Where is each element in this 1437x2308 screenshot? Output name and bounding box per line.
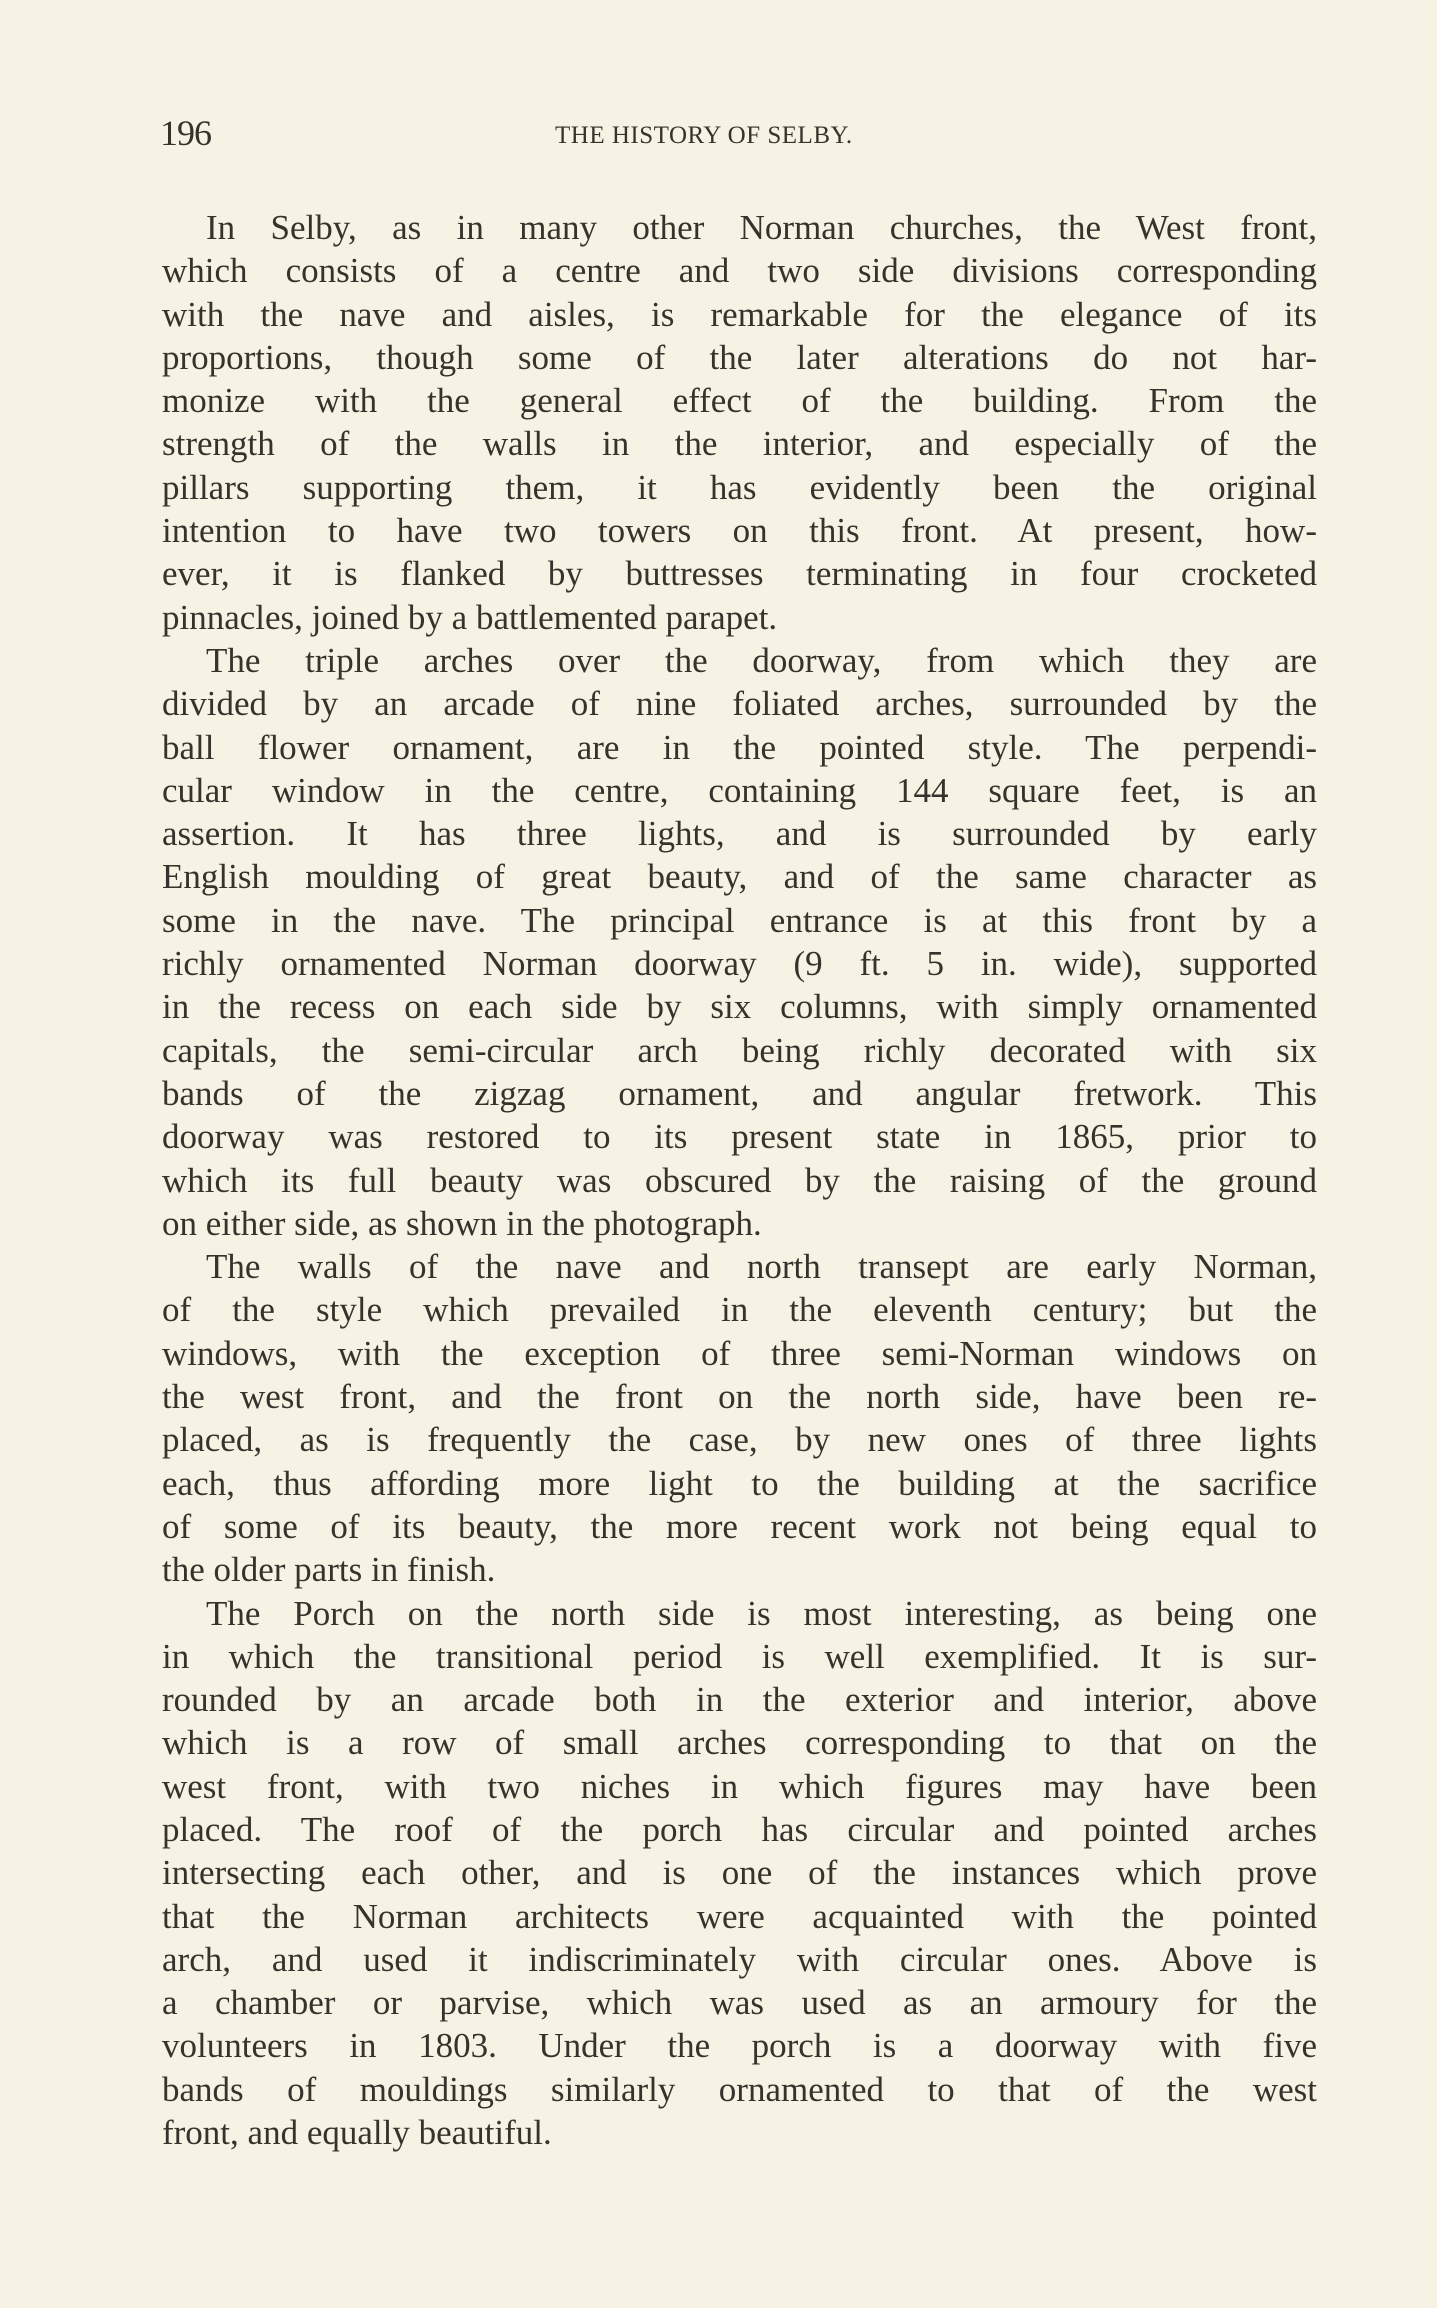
text-line: front, and equally beautiful.: [162, 2113, 552, 2153]
text-line: which its full beauty was obscured by the raising of the ground: [162, 1160, 1317, 1200]
text-line: in which the transitional period is well exemplified. It is sur-: [162, 1636, 1317, 1676]
text-line: some in the nave. The principal entrance is at this front by a: [162, 900, 1317, 940]
text-line: that the Norman architects were acquainted with the pointed: [162, 1896, 1317, 1936]
text-line: strength of the walls in the interior, and especially of the: [162, 424, 1317, 464]
text-line: richly ornamented Norman doorway (9 ft. 5 in. wide), supported: [162, 944, 1317, 984]
text-line: arch, and used it indiscriminately with circular ones. Above is: [162, 1939, 1317, 1979]
text-line: which consists of a centre and two side divisions corresponding: [162, 251, 1317, 291]
text-line: on either side, as shown in the photograph.: [162, 1203, 762, 1243]
text-line: in the recess on each side by six columns, with simply ornamented: [162, 987, 1317, 1027]
text-line: of some of its beauty, the more recent work not being equal to: [162, 1506, 1317, 1546]
text-line: which is a row of small arches corresponding to that on the: [162, 1723, 1317, 1763]
text-line: English moulding of great beauty, and of the same character as: [162, 857, 1317, 897]
text-line: bands of the zigzag ornament, and angular fretwork. This: [162, 1073, 1317, 1113]
text-line: of the style which prevailed in the eleventh century; but the: [162, 1290, 1317, 1330]
text-line: The triple arches over the doorway, from which they are: [206, 640, 1317, 680]
text-line: placed, as is frequently the case, by new ones of three lights: [162, 1420, 1317, 1460]
text-line: divided by an arcade of nine foliated arches, surrounded by the: [162, 684, 1317, 724]
text-line: assertion. It has three lights, and is surrounded by early: [162, 814, 1317, 854]
text-line: each, thus affording more light to the building at the sacrifice: [162, 1463, 1317, 1503]
paragraph: [162, 1245, 1317, 1591]
text-line: ever, it is flanked by buttresses terminating in four crocketed: [162, 554, 1317, 594]
paragraph: [162, 639, 1317, 1245]
page-number: 196: [160, 113, 211, 153]
text-line: proportions, though some of the later alterations do not har-: [162, 337, 1317, 377]
text-line: windows, with the exception of three semi-Norman windows on: [162, 1333, 1317, 1373]
text-line: intersecting each other, and is one of the instances which prove: [162, 1853, 1317, 1893]
text-line: with the nave and aisles, is remarkable for the elegance of its: [162, 294, 1317, 334]
text-line: capitals, the semi-circular arch being richly decorated with six: [162, 1030, 1317, 1070]
text-line: bands of mouldings similarly ornamented to that of the west: [162, 2069, 1317, 2109]
text-line: The walls of the nave and north transept are early Norman,: [206, 1247, 1317, 1287]
text-line: In Selby, as in many other Norman churches, the West front,: [206, 208, 1317, 247]
text-line: placed. The roof of the porch has circular and pointed arches: [162, 1809, 1317, 1849]
text-line: intention to have two towers on this front. At present, how-: [162, 511, 1317, 551]
paragraph: [162, 1592, 1317, 2155]
text-line: ball flower ornament, are in the pointed style. The perpendi-: [162, 727, 1317, 767]
text-line: pinnacles, joined by a battlemented parapet.: [162, 597, 778, 637]
text-line: a chamber or parvise, which was used as an armoury for the: [162, 1983, 1317, 2023]
text-line: The Porch on the north side is most interesting, as being one: [206, 1593, 1317, 1633]
text-line: the older parts in finish.: [162, 1550, 496, 1590]
body-text: [162, 206, 1317, 2154]
text-line: rounded by an arcade both in the exterior and interior, above: [162, 1680, 1317, 1720]
text-line: the west front, and the front on the north side, have been re-: [162, 1377, 1317, 1417]
paragraph: [162, 206, 1317, 639]
text-line: monize with the general effect of the building. From the: [162, 381, 1317, 421]
text-line: pillars supporting them, it has evidently been the original: [162, 467, 1317, 507]
text-line: volunteers in 1803. Under the porch is a doorway with five: [162, 2026, 1317, 2066]
text-line: cular window in the centre, containing 144 square feet, is an: [162, 770, 1317, 810]
text-line: doorway was restored to its present state in 1865, prior to: [162, 1117, 1317, 1157]
running-head: THE HISTORY OF SELBY.: [555, 122, 853, 149]
text-line: west front, with two niches in which figures may have been: [162, 1766, 1317, 1806]
